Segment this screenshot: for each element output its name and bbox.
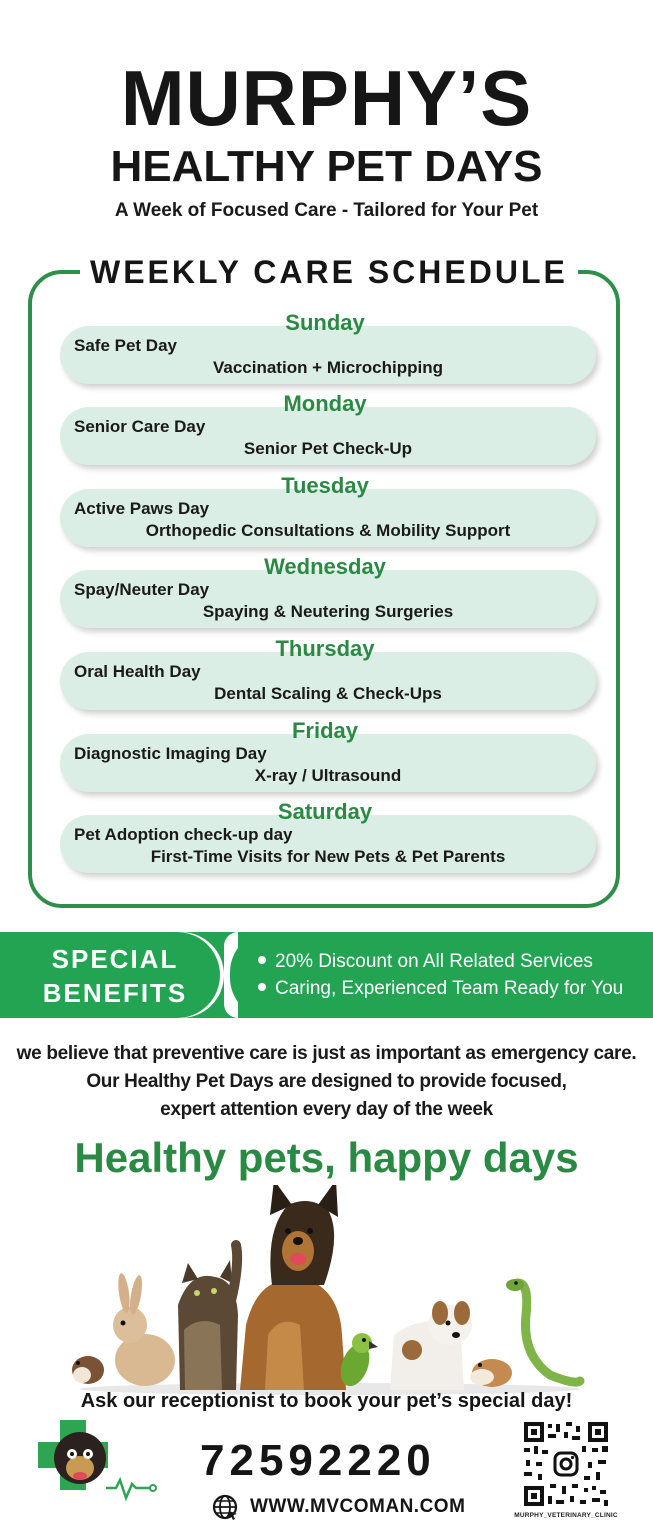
dog-icon <box>240 1185 346 1390</box>
header <box>0 54 653 222</box>
cat-icon <box>178 1245 238 1390</box>
day-name: Thursday <box>275 636 375 661</box>
day-label: Safe Pet Day <box>74 336 177 355</box>
instagram-handle: MURPHY_VETERINARY_CLINIC <box>514 1512 618 1519</box>
day-service: Dental Scaling & Check-Ups <box>214 684 442 703</box>
website-link[interactable]: WWW.MVCOMAN.COM <box>250 1496 466 1517</box>
hamster-icon <box>72 1356 104 1384</box>
benefits-title <box>20 942 210 1010</box>
list-item <box>258 975 623 1002</box>
bullet-icon <box>258 983 266 991</box>
tagline: A Week of Focused Care - Tailored for Your Pet <box>114 200 539 221</box>
cta-text: Ask our receptionist to book your pet’s special day! <box>80 1390 573 1412</box>
schedule-day-saturday <box>60 799 596 873</box>
day-label: Diagnostic Imaging Day <box>74 744 267 763</box>
guinea-pig-icon <box>470 1359 512 1387</box>
page-subtitle: HEALTHY PET DAYS <box>110 142 543 191</box>
snake-icon <box>506 1279 580 1382</box>
schedule-day-wednesday <box>60 554 596 628</box>
day-name: Tuesday <box>281 473 369 498</box>
phone-number[interactable]: 72592220 <box>200 1436 436 1485</box>
schedule-title: WEEKLY CARE SCHEDULE <box>80 254 578 291</box>
qr-code[interactable] <box>522 1420 610 1508</box>
mission-line: Our Healthy Pet Days are designed to provide focused, <box>86 1071 567 1092</box>
globe-icon <box>212 1494 238 1520</box>
mission-line: we believe that preventive care is just as important as emergency care. <box>16 1043 637 1064</box>
day-service: X-ray / Ultrasound <box>254 766 402 785</box>
day-service: Senior Pet Check-Up <box>243 439 413 458</box>
small-dog-icon <box>390 1301 472 1390</box>
schedule-day-monday <box>60 391 596 465</box>
day-service: Orthopedic Consultations & Mobility Support <box>145 521 511 540</box>
schedule-day-friday <box>60 718 596 792</box>
pets-illustration <box>60 1185 600 1395</box>
day-label: Oral Health Day <box>74 662 201 681</box>
benefit-text: 20% Discount on All Related Services <box>275 951 593 972</box>
page-title: MURPHY’S <box>120 54 533 142</box>
schedule-day-thursday <box>60 636 596 710</box>
mission-statement <box>0 1040 653 1124</box>
day-name: Friday <box>291 718 359 743</box>
clinic-logo <box>38 1418 158 1524</box>
list-item <box>258 948 623 975</box>
day-name: Saturday <box>277 799 373 824</box>
day-label: Senior Care Day <box>74 417 206 436</box>
day-name: Wednesday <box>264 554 386 579</box>
schedule-day-tuesday <box>60 473 596 547</box>
day-name: Monday <box>283 391 367 416</box>
benefits-list <box>258 948 623 1002</box>
day-name: Sunday <box>285 310 365 335</box>
schedule-day-sunday <box>60 310 596 384</box>
mission-line: expert attention every day of the week <box>160 1099 493 1120</box>
benefits-title-line1: SPECIAL <box>51 944 179 974</box>
day-service: Vaccination + Microchipping <box>212 358 443 377</box>
slogan: Healthy pets, happy days <box>74 1134 579 1181</box>
day-service: Spaying & Neutering Surgeries <box>202 602 454 621</box>
rabbit-icon <box>113 1272 175 1386</box>
benefits-title-line2: BENEFITS <box>42 978 188 1008</box>
benefit-text: Caring, Experienced Team Ready for You <box>275 978 624 999</box>
day-label: Pet Adoption check-up day <box>74 825 293 844</box>
day-label: Spay/Neuter Day <box>74 580 210 599</box>
day-label: Active Paws Day <box>74 499 210 518</box>
bullet-icon <box>258 956 266 964</box>
day-service: First-Time Visits for New Pets & Pet Parents <box>150 847 506 866</box>
